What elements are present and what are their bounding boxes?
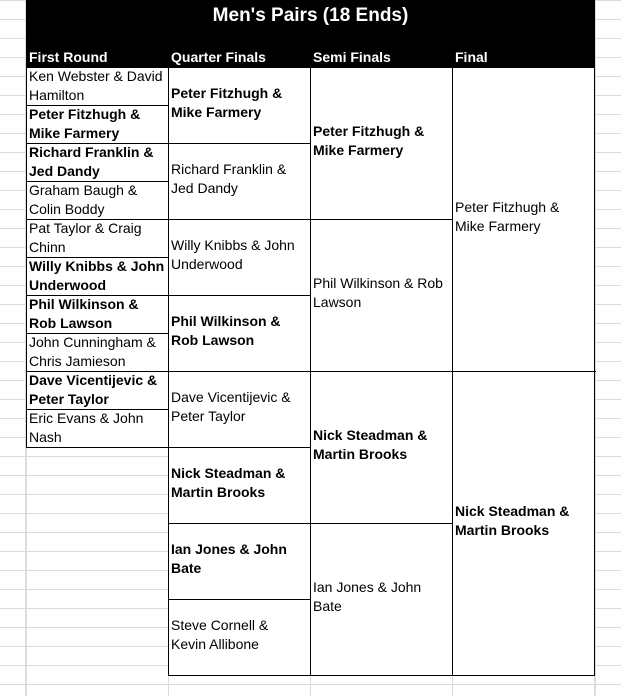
first-round-entry: Dave Vicentijevic & Peter Taylor xyxy=(26,371,168,409)
first-round-entry: Willy Knibbs & John Underwood xyxy=(26,257,168,295)
quarter-final-divider xyxy=(168,143,311,144)
first-round-divider xyxy=(26,295,169,296)
semi-final-entry: Peter Fitzhugh & Mike Farmery xyxy=(310,67,452,219)
quarter-final-entry: Phil Wilkinson & Rob Lawson xyxy=(168,295,310,371)
quarter-final-entry: Richard Franklin & Jed Dandy xyxy=(168,143,310,219)
first-round-entry: Richard Franklin & Jed Dandy xyxy=(26,143,168,181)
quarter-final-entry: Peter Fitzhugh & Mike Farmery xyxy=(168,67,310,143)
first-round-entry: Eric Evans & John Nash xyxy=(26,409,168,447)
quarter-final-divider xyxy=(168,219,311,220)
final-divider xyxy=(452,371,596,372)
semi-final-entry: Phil Wilkinson & Rob Lawson xyxy=(310,219,452,371)
spreadsheet-right-column xyxy=(595,0,621,696)
quarter-final-divider xyxy=(168,447,311,448)
first-round-divider xyxy=(26,143,169,144)
page-title: Men's Pairs (18 Ends) xyxy=(26,0,595,48)
quarter-final-entry: Dave Vicentijevic & Peter Taylor xyxy=(168,371,310,447)
first-round-divider xyxy=(26,257,169,258)
first-round-divider xyxy=(26,105,169,106)
header-final: Final xyxy=(452,48,595,67)
first-round-divider xyxy=(26,371,169,372)
semi-final-divider xyxy=(310,371,453,372)
semi-final-entry: Nick Steadman & Martin Brooks xyxy=(310,371,452,523)
semi-final-divider xyxy=(310,219,453,220)
quarter-final-entry: Nick Steadman & Martin Brooks xyxy=(168,447,310,523)
first-round-entry: Pat Taylor & Craig Chinn xyxy=(26,219,168,257)
header-first-round: First Round xyxy=(26,48,168,67)
semi-final-entry: Ian Jones & John Bate xyxy=(310,523,452,675)
first-round-entry: Graham Baugh & Colin Boddy xyxy=(26,181,168,219)
quarter-final-divider xyxy=(168,371,311,372)
quarter-final-divider xyxy=(168,295,311,296)
quarter-final-entry: Willy Knibbs & John Underwood xyxy=(168,219,310,295)
header-semi-finals: Semi Finals xyxy=(310,48,452,67)
header-quarter-finals: Quarter Finals xyxy=(168,48,310,67)
final-entry: Nick Steadman & Martin Brooks xyxy=(452,371,595,675)
first-round-divider xyxy=(26,219,169,220)
semi-final-divider xyxy=(310,523,453,524)
first-round-entry: Ken Webster & David Hamilton xyxy=(26,67,168,105)
first-round-divider xyxy=(26,409,169,410)
quarter-final-divider xyxy=(168,599,311,600)
first-round-entry: Peter Fitzhugh & Mike Farmery xyxy=(26,105,168,143)
first-round-divider xyxy=(26,181,169,182)
first-round-divider xyxy=(26,333,169,334)
first-round-entry: John Cunningham & Chris Jamieson xyxy=(26,333,168,371)
first-round-entry: Phil Wilkinson & Rob Lawson xyxy=(26,295,168,333)
row-header-gutter xyxy=(0,0,26,696)
quarter-final-entry: Steve Cornell & Kevin Allibone xyxy=(168,599,310,675)
final-entry: Peter Fitzhugh & Mike Farmery xyxy=(452,67,595,371)
quarter-final-divider xyxy=(168,523,311,524)
quarter-final-entry: Ian Jones & John Bate xyxy=(168,523,310,599)
